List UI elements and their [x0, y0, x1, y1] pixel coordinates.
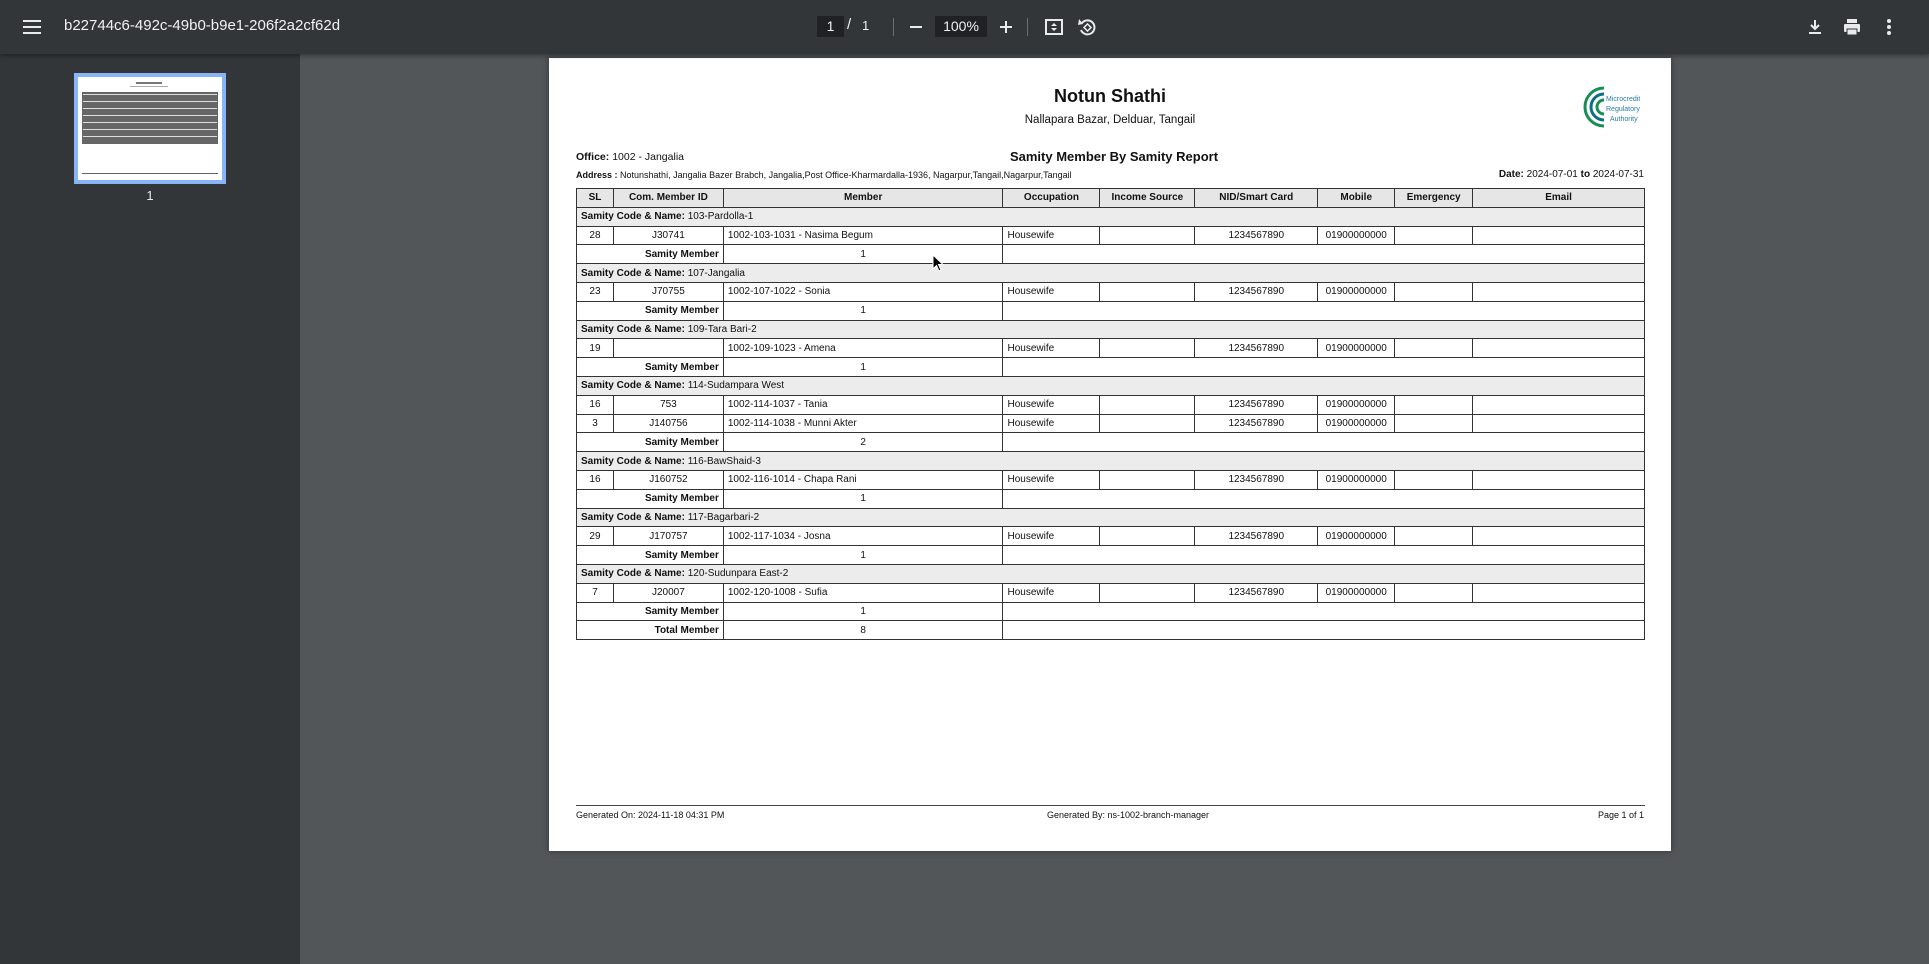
mobile-cell: 01900000000: [1318, 470, 1395, 489]
mobile-cell: 01900000000: [1318, 226, 1395, 245]
income-source-cell: [1100, 414, 1195, 433]
nid-cell: 1234567890: [1195, 527, 1318, 546]
subtotal-label: Samity Member: [577, 433, 724, 452]
logo-text-line: Regulatory: [1606, 106, 1640, 113]
column-header: Member: [723, 189, 1003, 208]
emergency-cell: [1395, 470, 1473, 489]
print-icon[interactable]: [1839, 14, 1865, 40]
samity-group-label: Samity Code & Name:: [581, 568, 685, 580]
thumbnail-sidebar: [0, 54, 300, 964]
samity-group-row: [577, 452, 1645, 471]
income-source-cell: [1100, 226, 1195, 245]
table-row: [577, 339, 1645, 358]
member-id-cell: [613, 339, 723, 358]
footer-divider: [576, 805, 1645, 806]
date-to-label: to: [1580, 169, 1591, 180]
emergency-cell: [1395, 414, 1473, 433]
column-header: Income Source: [1100, 189, 1195, 208]
nid-cell: 1234567890: [1195, 395, 1318, 414]
total-empty: [1003, 621, 1645, 640]
samity-group-row: [577, 320, 1645, 339]
total-pages: 1: [862, 18, 870, 33]
thumbnail-preview-icon: [78, 77, 222, 180]
samity-subtotal-row: [577, 245, 1645, 264]
occupation-cell: Housewife: [1003, 226, 1100, 245]
occupation-cell: Housewife: [1003, 395, 1100, 414]
subtotal-empty: [1003, 433, 1645, 452]
member-id-cell: J140756: [613, 414, 723, 433]
report-title: Samity Member By Samity Report: [1009, 149, 1219, 164]
fit-page-icon[interactable]: [1041, 14, 1067, 40]
subtotal-value: 1: [723, 301, 1003, 320]
subtotal-value: 1: [723, 358, 1003, 377]
column-header: Mobile: [1318, 189, 1395, 208]
income-source-cell: [1100, 282, 1195, 301]
member-id-cell: J20007: [613, 583, 723, 602]
samity-group-name: 109-Tara Bari-2: [687, 323, 757, 335]
samity-group-label: Samity Code & Name:: [581, 511, 685, 523]
sl-cell: 19: [577, 339, 614, 358]
member-cell: 1002-114-1037 - Tania: [723, 395, 1003, 414]
samity-group-name: 120-Sudunpara East-2: [687, 568, 789, 580]
office-label: Office:: [576, 151, 610, 163]
samity-group-name: 114-Sudampara West: [687, 380, 785, 392]
occupation-cell: Housewife: [1003, 414, 1100, 433]
toolbar-divider: [893, 18, 894, 36]
income-source-cell: [1100, 395, 1195, 414]
table-header-row: [577, 189, 1645, 208]
member-cell: 1002-116-1014 - Chapa Rani: [723, 470, 1003, 489]
samity-group-label: Samity Code & Name:: [581, 455, 685, 467]
samity-subtotal-row: [577, 301, 1645, 320]
subtotal-empty: [1003, 245, 1645, 264]
document-title: b22744c6-492c-49b0-b9e1-206f2a2cf62d: [64, 17, 341, 34]
current-page-input[interactable]: 1: [817, 16, 844, 37]
member-cell: 1002-103-1031 - Nasima Begum: [723, 226, 1003, 245]
member-cell: 1002-117-1034 - Josna: [723, 527, 1003, 546]
income-source-cell: [1100, 583, 1195, 602]
table-row: [577, 282, 1645, 301]
subtotal-empty: [1003, 489, 1645, 508]
emergency-cell: [1395, 395, 1473, 414]
download-icon[interactable]: [1802, 14, 1828, 40]
subtotal-empty: [1003, 602, 1645, 621]
thumbnail-page-number: 1: [146, 188, 154, 203]
samity-subtotal-row: [577, 358, 1645, 377]
report-table: [576, 188, 1645, 640]
samity-subtotal-row: [577, 433, 1645, 452]
zoom-out-icon[interactable]: [903, 14, 929, 40]
mobile-cell: 01900000000: [1318, 527, 1395, 546]
samity-group-label: Samity Code & Name:: [581, 267, 685, 279]
samity-group-name: 107-Jangalia: [687, 267, 745, 279]
mouse-cursor-icon: [932, 254, 946, 274]
mra-logo: [1582, 84, 1652, 130]
report-table-body: [577, 207, 1645, 639]
total-label: Total Member: [577, 621, 724, 640]
sl-cell: 3: [577, 414, 614, 433]
pdf-toolbar: [0, 0, 1929, 54]
nid-cell: 1234567890: [1195, 470, 1318, 489]
member-id-cell: J70755: [613, 282, 723, 301]
samity-group-cell: [577, 207, 1645, 226]
member-cell: 1002-114-1038 - Munni Akter: [723, 414, 1003, 433]
page-separator: /: [847, 16, 852, 33]
address-info: [576, 170, 1072, 180]
sl-cell: 7: [577, 583, 614, 602]
samity-group-name: 117-Bagarbari-2: [687, 511, 760, 523]
zoom-in-icon[interactable]: [993, 14, 1019, 40]
member-id-cell: J170757: [613, 527, 723, 546]
subtotal-label: Samity Member: [577, 245, 724, 264]
logo-text-line: Microcredit: [1606, 96, 1641, 103]
subtotal-empty: [1003, 546, 1645, 565]
sl-cell: 23: [577, 282, 614, 301]
member-cell: 1002-109-1023 - Amena: [723, 339, 1003, 358]
nid-cell: 1234567890: [1195, 414, 1318, 433]
subtotal-label: Samity Member: [577, 546, 724, 565]
member-id-cell: 753: [613, 395, 723, 414]
logo-text-line: Authority: [1610, 116, 1638, 123]
samity-group-cell: [577, 452, 1645, 471]
table-row: [577, 527, 1645, 546]
nid-cell: 1234567890: [1195, 339, 1318, 358]
samity-group-row: [577, 376, 1645, 395]
total-row: [577, 621, 1645, 640]
samity-group-cell: [577, 376, 1645, 395]
rotate-icon[interactable]: [1074, 14, 1100, 40]
emergency-cell: [1395, 527, 1473, 546]
samity-group-cell: [577, 564, 1645, 583]
date-from: 2024-07-01: [1526, 169, 1578, 180]
email-cell: [1473, 226, 1645, 245]
samity-group-label: Samity Code & Name:: [581, 211, 685, 223]
page-thumbnail[interactable]: [74, 73, 226, 184]
samity-subtotal-row: [577, 489, 1645, 508]
sl-cell: 16: [577, 470, 614, 489]
column-header: Emergency: [1395, 189, 1473, 208]
address-label: Address :: [576, 170, 618, 180]
subtotal-label: Samity Member: [577, 358, 724, 377]
samity-group-name: 103-Pardolla-1: [687, 211, 754, 223]
address-value: Notunshathi, Jangalia Bazer Brabch, Jangalia,Post Office-Kharmardalla-1936, Nagarpur,Tangail,Nagarpur,Tangail: [620, 170, 1072, 180]
mobile-cell: 01900000000: [1318, 339, 1395, 358]
nid-cell: 1234567890: [1195, 282, 1318, 301]
sl-cell: 29: [577, 527, 614, 546]
member-id-cell: J30741: [613, 226, 723, 245]
email-cell: [1473, 527, 1645, 546]
generated-on: Generated On: 2024-11-18 04:31 PM: [576, 810, 725, 820]
samity-group-name: 116-BawShaid-3: [687, 455, 761, 467]
subtotal-label: Samity Member: [577, 602, 724, 621]
table-row: [577, 470, 1645, 489]
column-header: Occupation: [1003, 189, 1100, 208]
occupation-cell: Housewife: [1003, 527, 1100, 546]
subtotal-label: Samity Member: [577, 301, 724, 320]
occupation-cell: Housewife: [1003, 282, 1100, 301]
subtotal-value: 1: [723, 245, 1003, 264]
member-id-cell: J160752: [613, 470, 723, 489]
emergency-cell: [1395, 282, 1473, 301]
page-count: Page 1 of 1: [1597, 810, 1644, 820]
sl-cell: 28: [577, 226, 614, 245]
member-cell: 1002-107-1022 - Sonia: [723, 282, 1003, 301]
subtotal-empty: [1003, 301, 1645, 320]
samity-group-row: [577, 508, 1645, 527]
column-header: Com. Member ID: [613, 189, 723, 208]
date-to: 2024-07-31: [1592, 169, 1644, 180]
emergency-cell: [1395, 339, 1473, 358]
more-vert-icon[interactable]: [1876, 14, 1902, 40]
email-cell: [1473, 470, 1645, 489]
table-row: [577, 583, 1645, 602]
mobile-cell: 01900000000: [1318, 395, 1395, 414]
table-row: [577, 226, 1645, 245]
samity-group-label: Samity Code & Name:: [581, 380, 685, 392]
samity-group-cell: [577, 508, 1645, 527]
email-cell: [1473, 282, 1645, 301]
nid-cell: 1234567890: [1195, 226, 1318, 245]
generated-by: Generated By: ns-1002-branch-manager: [1046, 810, 1210, 820]
email-cell: [1473, 395, 1645, 414]
subtotal-value: 1: [723, 602, 1003, 621]
samity-group-row: [577, 207, 1645, 226]
emergency-cell: [1395, 583, 1473, 602]
income-source-cell: [1100, 470, 1195, 489]
samity-group-row: [577, 564, 1645, 583]
mobile-cell: 01900000000: [1318, 414, 1395, 433]
email-cell: [1473, 583, 1645, 602]
column-header: Email: [1473, 189, 1645, 208]
column-header: NID/Smart Card: [1195, 189, 1318, 208]
email-cell: [1473, 414, 1645, 433]
member-cell: 1002-120-1008 - Sufia: [723, 583, 1003, 602]
samity-subtotal-row: [577, 546, 1645, 565]
sl-cell: 16: [577, 395, 614, 414]
column-header: SL: [577, 189, 614, 208]
samity-group-row: [577, 264, 1645, 283]
emergency-cell: [1395, 226, 1473, 245]
subtotal-value: 1: [723, 546, 1003, 565]
income-source-cell: [1100, 527, 1195, 546]
subtotal-value: 2: [723, 433, 1003, 452]
subtotal-label: Samity Member: [577, 489, 724, 508]
samity-group-cell: [577, 320, 1645, 339]
occupation-cell: Housewife: [1003, 339, 1100, 358]
table-row: [577, 414, 1645, 433]
office-value: 1002 - Jangalia: [612, 151, 684, 163]
organization-name: Notun Shathi: [1054, 86, 1166, 106]
email-cell: [1473, 339, 1645, 358]
occupation-cell: Housewife: [1003, 583, 1100, 602]
subtotal-empty: [1003, 358, 1645, 377]
samity-subtotal-row: [577, 602, 1645, 621]
occupation-cell: Housewife: [1003, 470, 1100, 489]
mobile-cell: 01900000000: [1318, 282, 1395, 301]
total-value: 8: [723, 621, 1003, 640]
date-range: [1499, 169, 1644, 180]
table-row: [577, 395, 1645, 414]
nid-cell: 1234567890: [1195, 583, 1318, 602]
samity-group-label: Samity Code & Name:: [581, 323, 685, 335]
samity-group-cell: [577, 264, 1645, 283]
date-label: Date:: [1498, 169, 1524, 180]
mobile-cell: 01900000000: [1318, 583, 1395, 602]
toolbar-divider: [1027, 18, 1028, 36]
pdf-page: [549, 58, 1671, 851]
subtotal-value: 1: [723, 489, 1003, 508]
organization-address: Nallapara Bazar, Delduar, Tangail: [1024, 114, 1196, 126]
income-source-cell: [1100, 339, 1195, 358]
menu-icon[interactable]: [18, 14, 46, 40]
zoom-level-input[interactable]: 100%: [935, 16, 987, 37]
